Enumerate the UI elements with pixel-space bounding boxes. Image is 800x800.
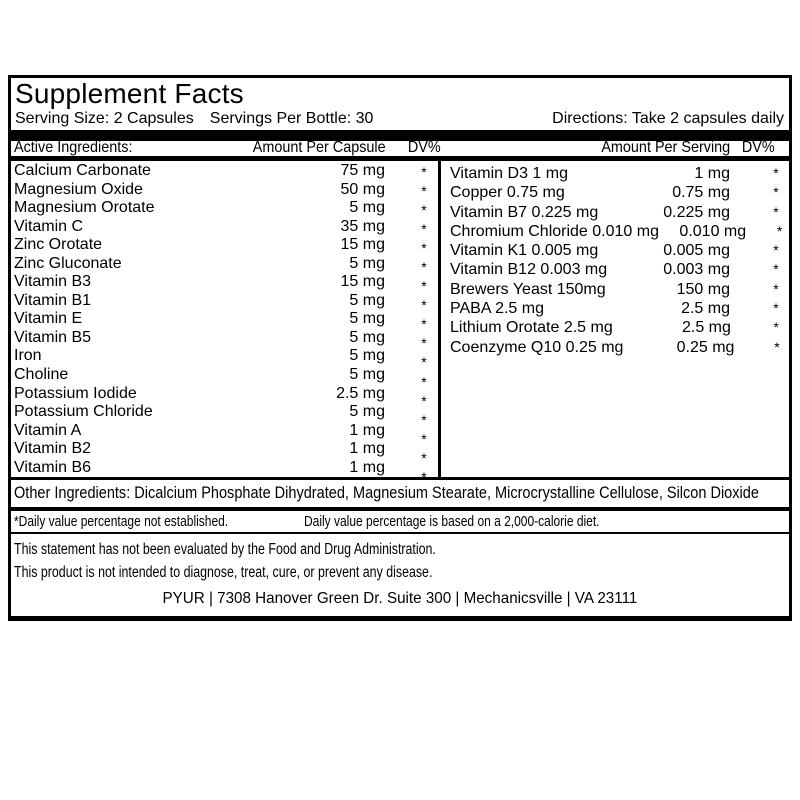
dv-asterisk: * — [776, 222, 783, 239]
daily-value-footnote-row — [11, 513, 789, 531]
supplement-facts-panel — [8, 75, 792, 621]
spacer — [730, 280, 763, 299]
ingredient-row — [11, 403, 438, 422]
ingredient-row — [441, 183, 789, 202]
ingredient-amount: 1 mg — [694, 165, 730, 182]
spacer — [730, 241, 763, 260]
ingredient-row — [441, 338, 789, 357]
spacer — [730, 260, 763, 279]
spacer — [730, 183, 763, 202]
ingredients-column-right — [441, 164, 789, 357]
ingredient-amount: 150 mg — [676, 280, 730, 298]
dv-column-left — [406, 163, 442, 487]
ingredient-row — [11, 459, 438, 478]
dv-asterisk: * — [773, 319, 779, 336]
ingredient-row — [11, 292, 438, 311]
ingredient-amount: 5 mg — [349, 291, 385, 309]
ingredient-name: Vitamin E — [14, 310, 83, 328]
ingredient-amount: 0.003 mg — [663, 261, 730, 279]
ingredient-name: Lithium Orotate 2.5 mg — [450, 319, 613, 337]
panel-title: Supplement Facts — [15, 78, 244, 109]
dv-asterisk: * — [421, 430, 427, 447]
spacer — [746, 222, 770, 241]
spacer — [731, 318, 764, 337]
ingredient-amount: 50 mg — [340, 180, 385, 198]
ingredient-row — [11, 347, 438, 366]
ingredient-amount: 5 mg — [349, 347, 385, 365]
manufacturer-address — [11, 590, 789, 608]
servings-per-bottle: Servings Per Bottle: 30 — [209, 110, 374, 127]
ingredient-name: PABA 2.5 mg — [450, 300, 544, 318]
serving-info-row — [15, 109, 784, 129]
ingredient-amount: 15 mg — [340, 273, 385, 291]
dv-asterisk: * — [421, 164, 427, 180]
ingredient-amount: 1 mg — [349, 421, 385, 439]
ingredient-name: Potassium Chloride — [14, 403, 153, 421]
ingredient-name: Coenzyme Q10 0.25 mg — [450, 338, 624, 356]
dv-asterisk: * — [421, 183, 427, 200]
ingredient-row — [11, 440, 438, 459]
dv-asterisk: * — [773, 165, 779, 181]
dv-asterisk: * — [773, 300, 779, 317]
ingredient-name: Vitamin D3 1 mg — [450, 165, 568, 182]
ingredient-amount: 75 mg — [340, 162, 385, 179]
ingredient-amount: 5 mg — [349, 310, 385, 328]
header-dv-left: DV% — [407, 139, 441, 156]
ingredient-amount: 0.75 mg — [672, 184, 730, 202]
ingredient-name: Magnesium Oxide — [14, 180, 143, 198]
header-amount-per-capsule: Amount Per Capsule — [253, 139, 386, 156]
disclaimer-line-2: This product is not intended to diagnose, treat, cure, or prevent any disease. — [14, 563, 433, 581]
dv-asterisk: * — [774, 338, 780, 355]
ingredient-row — [11, 255, 438, 274]
ingredient-row — [441, 203, 789, 222]
ingredient-name: Brewers Yeast 150mg — [450, 280, 606, 298]
ingredient-row — [441, 164, 789, 183]
ingredient-row — [11, 310, 438, 329]
ingredient-row — [11, 329, 438, 348]
dv-asterisk: * — [421, 202, 427, 219]
ingredient-name: Vitamin A — [14, 421, 82, 439]
dv-asterisk: * — [421, 354, 427, 371]
ingredient-row — [441, 222, 789, 241]
ingredient-row — [11, 181, 438, 200]
dv-asterisk: * — [773, 184, 779, 201]
ingredient-name: Vitamin B6 — [14, 458, 92, 476]
ingredient-row — [11, 273, 438, 292]
spacer — [730, 164, 763, 183]
header-active-ingredients: Active Ingredients: — [14, 139, 133, 156]
ingredient-row — [11, 366, 438, 385]
ingredient-amount: 5 mg — [349, 403, 385, 421]
ingredient-row — [11, 162, 438, 181]
serving-size: Serving Size: 2 Capsules — [15, 110, 194, 127]
ingredient-name: Calcium Carbonate — [14, 162, 151, 179]
ingredient-row — [441, 318, 789, 337]
footnote-not-established: *Daily value percentage not established. — [14, 513, 229, 530]
ingredient-amount: 0.005 mg — [663, 242, 730, 260]
ingredient-row — [11, 199, 438, 218]
manufacturer-address-text: PYUR | 7308 Hanover Green Dr. Suite 300 | Mechanicsville | VA 23111 — [162, 590, 638, 607]
ingredients-column-left — [11, 162, 438, 477]
dv-asterisk: * — [421, 297, 427, 314]
ingredient-amount: 5 mg — [349, 254, 385, 272]
ingredient-name: Choline — [14, 366, 69, 384]
dv-asterisk: * — [773, 203, 779, 220]
ingredient-amount: 2.5 mg — [681, 300, 730, 318]
fda-disclaimer — [14, 539, 786, 584]
ingredient-amount: 2.5 mg — [336, 384, 385, 402]
ingredient-name: Iron — [14, 347, 42, 365]
ingredient-amount: 5 mg — [349, 366, 385, 384]
ingredients-table — [11, 161, 786, 477]
header-dv-right: DV% — [741, 139, 775, 156]
dv-asterisk: * — [421, 221, 427, 238]
ingredient-amount: 5 mg — [349, 199, 385, 217]
ingredient-name: Zinc Orotate — [14, 236, 103, 254]
ingredient-amount: 35 mg — [340, 217, 385, 235]
ingredient-amount: 1 mg — [349, 440, 385, 458]
disclaimer-line-1: This statement has not been evaluated by the Food and Drug Administration. — [14, 541, 436, 558]
ingredient-name: Vitamin B3 — [14, 273, 92, 291]
ingredient-amount: 0.010 mg — [679, 222, 747, 240]
spacer — [730, 299, 763, 318]
rule-above-footnote — [11, 507, 789, 511]
ingredient-row — [11, 422, 438, 441]
dv-asterisk: * — [773, 242, 779, 259]
ingredient-row — [441, 299, 789, 318]
ingredient-row — [11, 385, 438, 404]
directions-text: Directions: Take 2 capsules daily — [552, 110, 784, 127]
spacer — [730, 203, 763, 222]
ingredient-name: Vitamin B7 0.225 mg — [450, 203, 599, 221]
ingredient-name: Potassium Iodide — [14, 384, 137, 402]
ingredient-name: Vitamin B1 — [14, 291, 92, 309]
ingredient-amount: 5 mg — [349, 328, 385, 346]
dv-asterisk: * — [421, 373, 427, 390]
ingredient-name: Chromium Chloride 0.010 mg — [450, 222, 659, 240]
ingredient-amount: 0.25 mg — [676, 338, 735, 356]
spacer — [734, 338, 765, 357]
rule-above-disclaimer — [11, 532, 789, 534]
dv-asterisk: * — [421, 392, 427, 409]
ingredient-name: Vitamin B5 — [14, 328, 92, 346]
dv-asterisk: * — [421, 240, 427, 257]
other-ingredients-text: Other Ingredients: Dicalcium Phosphate Dihydrated, Magnesium Stearate, Microcrystalline Cellulose, Silcon Dioxide — [14, 484, 759, 502]
ingredient-amount: 0.225 mg — [663, 203, 730, 221]
footnote-calorie-diet: Daily value percentage is based on a 2,000-calorie diet. — [304, 513, 600, 530]
ingredient-row — [11, 218, 438, 237]
dv-asterisk: * — [773, 261, 779, 278]
ingredient-amount: 15 mg — [340, 236, 385, 254]
ingredient-name: Vitamin K1 0.005 mg — [450, 242, 599, 260]
ingredient-name: Vitamin B12 0.003 mg — [450, 261, 608, 279]
ingredient-name: Vitamin B2 — [14, 440, 92, 458]
dv-asterisk: * — [421, 335, 427, 352]
dv-asterisk: * — [773, 280, 779, 297]
ingredient-name: Vitamin C — [14, 217, 84, 235]
ingredient-row — [441, 280, 789, 299]
other-ingredients-row — [14, 480, 786, 507]
ingredient-row — [441, 260, 789, 279]
column-headers — [11, 140, 789, 156]
dv-asterisk: * — [421, 449, 427, 466]
ingredient-amount: 1 mg — [349, 458, 385, 476]
dv-asterisk: * — [421, 316, 427, 333]
ingredient-row — [441, 241, 789, 260]
dv-asterisk: * — [421, 259, 427, 276]
ingredient-name: Zinc Gluconate — [14, 254, 122, 272]
ingredient-name: Copper 0.75 mg — [450, 184, 565, 202]
dv-asterisk: * — [421, 411, 427, 428]
header-amount-per-serving: Amount Per Serving — [601, 139, 730, 156]
ingredient-amount: 2.5 mg — [681, 319, 731, 337]
ingredient-row — [11, 236, 438, 255]
ingredient-name: Magnesium Orotate — [14, 199, 155, 217]
dv-asterisk: * — [421, 278, 427, 295]
